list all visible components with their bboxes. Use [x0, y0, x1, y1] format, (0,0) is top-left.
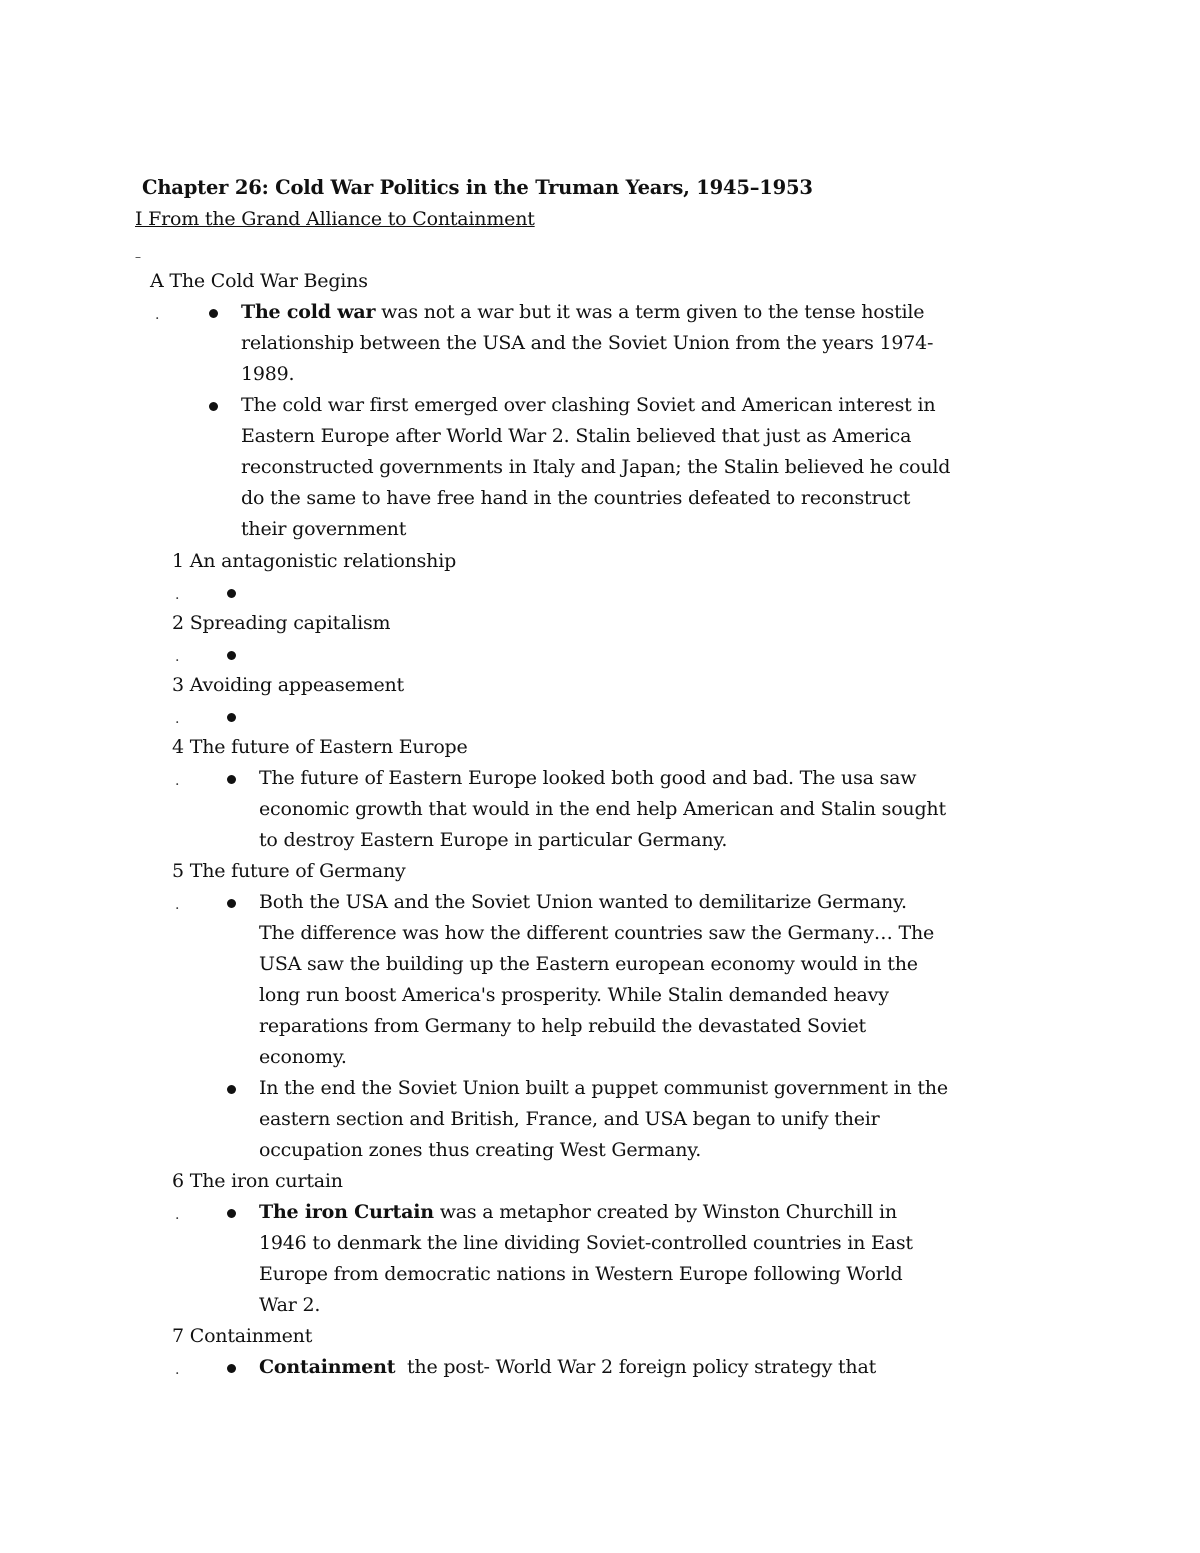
bullet-text-line: was not a war but it was a term given to the tense hostile — [375, 301, 925, 323]
bullet-text-line: long run boost America's prosperity. While Stalin demanded heavy — [259, 984, 889, 1006]
bullet-icon — [227, 1085, 236, 1094]
item-heading: 1 An antagonistic relationship — [172, 550, 457, 572]
bullet-text-line: The future of Eastern Europe looked both good and bad. The usa saw — [259, 767, 917, 789]
bullet-text-line: 1989. — [241, 363, 295, 385]
bullet-text-line: The difference was how the different countries saw the Germany… The — [259, 922, 935, 944]
item-heading: 3 Avoiding appeasement — [172, 674, 404, 696]
bullet-text-line: to destroy Eastern Europe in particular Germany. — [259, 829, 728, 851]
item-heading: 6 The iron curtain — [172, 1170, 343, 1192]
stray-mark: – — [135, 250, 141, 264]
bullet-text-line: reconstructed governments in Italy and Japan; the Stalin believed he could — [241, 456, 951, 478]
bullet-text-line: do the same to have free hand in the countries defeated to reconstruct — [241, 487, 911, 509]
bullet-icon — [227, 775, 236, 784]
bullet-icon — [227, 589, 236, 598]
section-heading: I From the Grand Alliance to Containment — [135, 208, 535, 230]
list-marker-dot: . — [175, 773, 180, 789]
bullet-text-line: occupation zones thus creating West Germany. — [259, 1139, 702, 1161]
item-heading: 2 Spreading capitalism — [172, 612, 391, 634]
bold-term: The cold war — [241, 301, 376, 323]
list-marker-dot: . — [175, 711, 180, 727]
list-marker-dot: . — [155, 307, 160, 323]
bullet-icon — [227, 651, 236, 660]
bullet-text-line: economy. — [259, 1046, 347, 1068]
bullet-icon — [227, 1209, 236, 1218]
bullet-icon — [227, 713, 236, 722]
list-marker-dot: . — [175, 649, 180, 665]
bullet-text-line: Both the USA and the Soviet Union wanted to demilitarize Germany. — [259, 891, 907, 913]
bullet-text-line: eastern section and British, France, and USA began to unify their — [259, 1108, 880, 1130]
bullet-text-line: was a metaphor created by Winston Churchill in — [433, 1201, 897, 1223]
bullet-text-line: War 2. — [259, 1294, 321, 1316]
bullet-icon — [209, 309, 218, 318]
list-marker-dot: . — [175, 1362, 180, 1378]
bullet-text-line: 1946 to denmark the line dividing Soviet-controlled countries in East — [259, 1232, 913, 1254]
bullet-text-line: economic growth that would in the end help American and Stalin sought — [259, 798, 946, 820]
bullet-text — [259, 1197, 897, 1228]
bullet-icon — [227, 899, 236, 908]
bullet-text-line: USA saw the building up the Eastern european economy would in the — [259, 953, 918, 975]
item-heading: 5 The future of Germany — [172, 860, 406, 882]
subsection-heading: A The Cold War Begins — [150, 270, 368, 292]
bullet-text-line: The cold war first emerged over clashing Soviet and American interest in — [241, 394, 936, 416]
bullet-text-line: the post- World War 2 foreign policy strategy that — [395, 1356, 877, 1378]
item-heading: 7 Containment — [172, 1325, 313, 1347]
bullet-icon — [227, 1364, 236, 1373]
item-heading: 4 The future of Eastern Europe — [172, 736, 468, 758]
bullet-icon — [209, 402, 218, 411]
list-marker-dot: . — [175, 897, 180, 913]
chapter-title: Chapter 26: Cold War Politics in the Truman Years, 1945–1953 — [142, 176, 813, 199]
bold-term: Containment — [259, 1356, 396, 1378]
list-marker-dot: . — [175, 1207, 180, 1223]
bullet-text — [241, 297, 924, 328]
bold-term: The iron Curtain — [259, 1201, 434, 1223]
bullet-text-line: Eastern Europe after World War 2. Stalin believed that just as America — [241, 425, 912, 447]
list-marker-dot: . — [175, 587, 180, 603]
bullet-text — [259, 1352, 876, 1383]
bullet-text-line: relationship between the USA and the Soviet Union from the years 1974- — [241, 332, 934, 354]
bullet-text-line: their government — [241, 518, 407, 540]
bullet-text-line: In the end the Soviet Union built a puppet communist government in the — [259, 1077, 948, 1099]
bullet-text-line: Europe from democratic nations in Western Europe following World — [259, 1263, 903, 1285]
bullet-text-line: reparations from Germany to help rebuild the devastated Soviet — [259, 1015, 866, 1037]
